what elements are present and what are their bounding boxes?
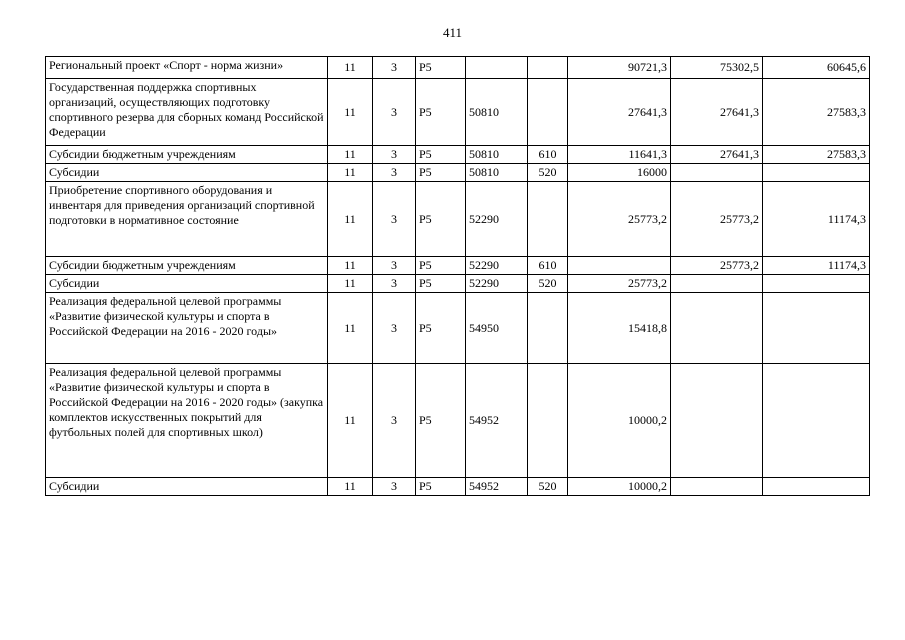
cell-target-article: 54952 — [466, 478, 528, 496]
cell-expense-type: 520 — [528, 478, 568, 496]
cell-subsection: 3 — [373, 478, 416, 496]
cell-expense-type: 610 — [528, 257, 568, 275]
cell-sum-2 — [671, 164, 763, 182]
cell-name: Субсидии бюджетным учреждениям — [46, 257, 328, 275]
cell-subsection: 3 — [373, 364, 416, 478]
cell-sum-3 — [763, 164, 870, 182]
cell-sum-1 — [568, 257, 671, 275]
cell-name: Приобретение спортивного оборудования и инвентаря для приведения организаций спортивной подготовки в нормативное состояние — [46, 182, 328, 257]
cell-sum-1: 16000 — [568, 164, 671, 182]
table-body — [46, 57, 870, 496]
cell-sum-3 — [763, 364, 870, 478]
cell-target-article: 50810 — [466, 79, 528, 146]
cell-subsection: 3 — [373, 275, 416, 293]
cell-target-article: 54952 — [466, 364, 528, 478]
cell-subsection: 3 — [373, 79, 416, 146]
cell-target-article: 50810 — [466, 164, 528, 182]
cell-expense-type: 520 — [528, 164, 568, 182]
cell-section: 11 — [328, 293, 373, 364]
table-row — [46, 57, 870, 79]
cell-sum-2 — [671, 275, 763, 293]
cell-program: P5 — [416, 293, 466, 364]
table-row — [46, 364, 870, 478]
cell-sum-1: 25773,2 — [568, 182, 671, 257]
cell-subsection: 3 — [373, 146, 416, 164]
cell-subsection: 3 — [373, 57, 416, 79]
cell-sum-3: 27583,3 — [763, 146, 870, 164]
cell-target-article: 52290 — [466, 257, 528, 275]
cell-expense-type — [528, 79, 568, 146]
cell-name: Реализация федеральной целевой программы «Развитие физической культуры и спорта в Российской Федерации на 2016 - 2020 годы» — [46, 293, 328, 364]
cell-expense-type: 610 — [528, 146, 568, 164]
cell-sum-2: 27641,3 — [671, 146, 763, 164]
cell-target-article: 50810 — [466, 146, 528, 164]
cell-sum-3: 60645,6 — [763, 57, 870, 79]
cell-sum-3: 11174,3 — [763, 257, 870, 275]
cell-subsection: 3 — [373, 257, 416, 275]
cell-section: 11 — [328, 182, 373, 257]
table-row — [46, 164, 870, 182]
table-row — [46, 79, 870, 146]
cell-section: 11 — [328, 164, 373, 182]
cell-subsection: 3 — [373, 182, 416, 257]
cell-sum-3: 11174,3 — [763, 182, 870, 257]
cell-program: P5 — [416, 275, 466, 293]
cell-sum-1: 25773,2 — [568, 275, 671, 293]
page-number: 411 — [442, 25, 463, 40]
cell-name: Государственная поддержка спортивных организаций, осуществляющих подготовку спортивного резерва для сборных команд Российской Федерации — [46, 79, 328, 146]
cell-target-article: 52290 — [466, 182, 528, 257]
cell-subsection: 3 — [373, 293, 416, 364]
table-row — [46, 182, 870, 257]
cell-expense-type — [528, 293, 568, 364]
cell-expense-type — [528, 364, 568, 478]
cell-expense-type — [528, 182, 568, 257]
cell-name: Субсидии — [46, 164, 328, 182]
cell-sum-2 — [671, 293, 763, 364]
cell-expense-type — [528, 57, 568, 79]
cell-sum-3: 27583,3 — [763, 79, 870, 146]
cell-name: Субсидии — [46, 275, 328, 293]
cell-name: Субсидии бюджетным учреждениям — [46, 146, 328, 164]
cell-subsection: 3 — [373, 164, 416, 182]
cell-section: 11 — [328, 364, 373, 478]
cell-section: 11 — [328, 275, 373, 293]
cell-program: P5 — [416, 57, 466, 79]
cell-sum-2: 25773,2 — [671, 257, 763, 275]
cell-sum-1: 90721,3 — [568, 57, 671, 79]
cell-sum-2: 25773,2 — [671, 182, 763, 257]
cell-program: P5 — [416, 257, 466, 275]
cell-expense-type: 520 — [528, 275, 568, 293]
cell-section: 11 — [328, 57, 373, 79]
cell-program: P5 — [416, 364, 466, 478]
table-row — [46, 478, 870, 496]
cell-program: P5 — [416, 182, 466, 257]
table-row — [46, 257, 870, 275]
table-row — [46, 275, 870, 293]
cell-program: P5 — [416, 478, 466, 496]
cell-sum-1: 11641,3 — [568, 146, 671, 164]
cell-sum-3 — [763, 275, 870, 293]
cell-sum-1: 27641,3 — [568, 79, 671, 146]
cell-name: Региональный проект «Спорт - норма жизни» — [46, 57, 328, 79]
budget-table — [45, 56, 870, 496]
cell-sum-1: 10000,2 — [568, 364, 671, 478]
cell-program: P5 — [416, 79, 466, 146]
cell-sum-1: 10000,2 — [568, 478, 671, 496]
cell-sum-1: 15418,8 — [568, 293, 671, 364]
table-row — [46, 293, 870, 364]
cell-target-article — [466, 57, 528, 79]
cell-sum-2: 75302,5 — [671, 57, 763, 79]
cell-sum-2 — [671, 478, 763, 496]
cell-name: Реализация федеральной целевой программы «Развитие физической культуры и спорта в Российской Федерации на 2016 - 2020 годы» (закупка комплектов искусственных покрытий для футбольных полей для спортивных школ) — [46, 364, 328, 478]
cell-program: P5 — [416, 146, 466, 164]
cell-sum-2 — [671, 364, 763, 478]
table-row — [46, 146, 870, 164]
cell-section: 11 — [328, 257, 373, 275]
cell-section: 11 — [328, 146, 373, 164]
cell-target-article: 52290 — [466, 275, 528, 293]
cell-target-article: 54950 — [466, 293, 528, 364]
cell-section: 11 — [328, 478, 373, 496]
cell-sum-2: 27641,3 — [671, 79, 763, 146]
cell-sum-3 — [763, 293, 870, 364]
cell-program: P5 — [416, 164, 466, 182]
cell-sum-3 — [763, 478, 870, 496]
cell-name: Субсидии — [46, 478, 328, 496]
cell-section: 11 — [328, 79, 373, 146]
